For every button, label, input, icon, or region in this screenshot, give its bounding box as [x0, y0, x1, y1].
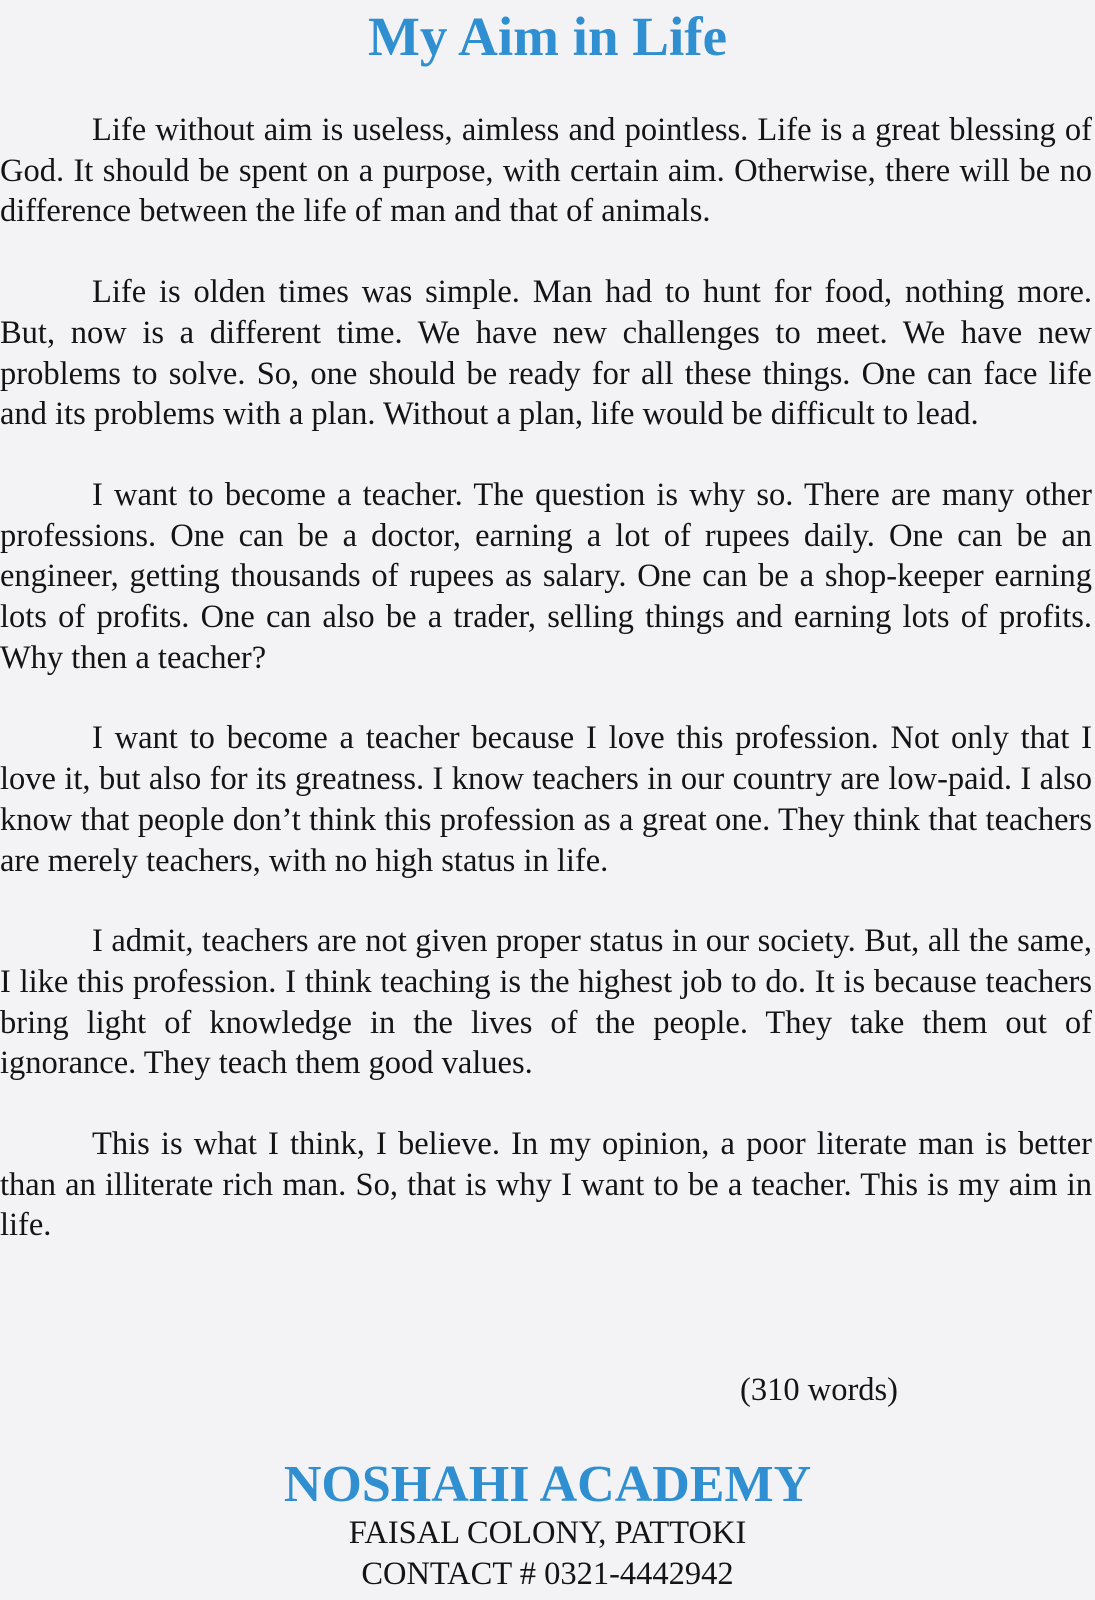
paragraph-5: I admit, teachers are not given proper status in our society. But, all the same, I like this profession. I think teaching is the highest job to do. It is because teachers bring light of knowledge in the lives of the people. They take them out of ignorance. They teach them good values. [0, 923, 1092, 1082]
academy-address: FAISAL COLONY, PATTOKI [348, 1515, 747, 1551]
paragraph-3: I want to become a teacher. The question is why so. There are many other professions. One can be a doctor, earning a lot of rupees daily. One can be an engineer, getting thousands of rupees as salary. One can be a shop-keeper earning lots of profits. One can also be a trader, selling things and earning lots of profits. Why then a teacher? [0, 476, 1092, 676]
essay-title: My Aim in Life [367, 6, 727, 67]
word-count: (310 words) [740, 1372, 898, 1408]
academy-contact: CONTACT # 0321-4442942 [361, 1556, 734, 1592]
paragraph-6: This is what I think, I believe. In my opinion, a poor literate man is better than an illiterate rich man. So, that is why I want to be a teacher. This is my aim in life. [0, 1126, 1092, 1244]
essay-body [0, 110, 1092, 1286]
paragraph-1: Life without aim is useless, aimless and pointless. Life is a great blessing of God. It should be spent on a purpose, with certain aim. Otherwise, there will be no difference between the life of man and that of animals. [0, 112, 1092, 230]
paragraph-2: Life is olden times was simple. Man had to hunt for food, nothing more. But, now is a different time. We have new challenges to meet. We have new problems to solve. So, one should be ready for all these things. One can face life and its problems with a plan. Without a plan, life would be difficult to lead. [0, 274, 1092, 433]
academy-name: NOSHAHI ACADEMY [283, 1456, 812, 1513]
paragraph-4: I want to become a teacher because I love this profession. Not only that I love it, but also for its greatness. I know teachers in our country are low-paid. I also know that people don’t think this profession as a great one. They think that teachers are merely teachers, with no high status in life. [0, 720, 1092, 879]
